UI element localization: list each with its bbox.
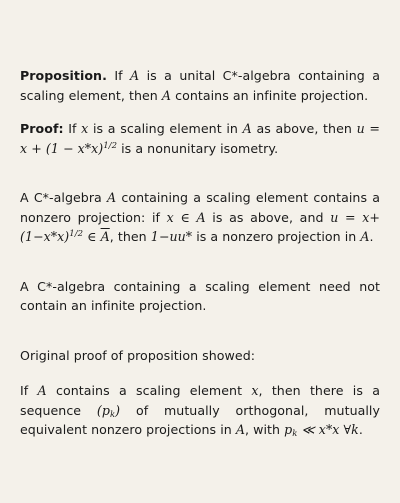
proposition-math-a-2: A xyxy=(161,87,172,103)
para6-rel-rest: ≪ x*x ∀k xyxy=(301,422,359,437)
para3-formula-body: u = x+(1−x*x) xyxy=(20,209,380,244)
nonzero-projection-paragraph xyxy=(20,188,380,247)
para6-math-a: A xyxy=(37,383,47,398)
proof-paragraph xyxy=(20,119,380,158)
para6-seq-close: ) xyxy=(115,402,121,418)
para3-text-1: A C*-algebra xyxy=(20,190,102,205)
para6-text-5: , with xyxy=(245,422,281,437)
proposition-text-1: If xyxy=(114,68,123,83)
para6-sequence xyxy=(97,403,120,418)
para6-math-x: x xyxy=(251,383,259,398)
proof-formula-lhs: u = x + (1 − x*x) xyxy=(20,121,381,156)
para6-math-a-2: A xyxy=(235,422,246,437)
original-proof-paragraph xyxy=(20,346,380,366)
para6-rel-p: p xyxy=(284,422,293,437)
para3-text-5: is a nonzero projection in xyxy=(196,229,357,244)
para3-formula-exponent: 1/2 xyxy=(69,229,84,239)
proof-formula-exponent: 1/2 xyxy=(103,140,118,151)
para3-math-x-in-a: x ∈ A xyxy=(166,209,206,225)
para6-text-4: of mutually orthogonal, mutually equivalent nonzero projections in xyxy=(20,402,380,437)
para6-text-1: If xyxy=(20,383,29,398)
para6-text-2: contains a scaling element xyxy=(55,383,243,398)
para3-text-3: is as above, and xyxy=(212,209,324,225)
para6-seq-open: (p xyxy=(96,402,110,418)
proposition-paragraph xyxy=(20,66,380,105)
proof-math-x: x xyxy=(81,121,89,136)
para3-text-4: , then xyxy=(109,229,147,244)
para5-text: Original proof of proposition showed: xyxy=(20,347,256,363)
para6-text-3: , then there is a sequence xyxy=(20,383,380,418)
proof-text-2: is a scaling element in xyxy=(92,121,238,136)
para6-seq-subscript: k xyxy=(109,409,116,420)
para3-projection-formula: 1−uu* xyxy=(150,229,193,244)
proof-text-1: If xyxy=(68,121,77,136)
para6-end: . xyxy=(358,422,363,437)
para6-relation xyxy=(284,422,359,437)
no-infinite-projection-paragraph xyxy=(20,277,380,316)
para3-math-a: A xyxy=(107,190,117,205)
para4-text: A C*-algebra containing a scaling element need not contain an infinite projection. xyxy=(20,278,380,313)
para3-math-a-closure: $\overline{A}$ xyxy=(100,229,110,244)
proposition-text-3: contains an infinite projection. xyxy=(175,87,369,103)
sequence-paragraph xyxy=(20,381,380,440)
proposition-text-2: is a unital C*-algebra containing a scaling element, then xyxy=(20,68,380,103)
proof-math-a: A xyxy=(242,121,252,136)
para3-text-2: containing a scaling element contains a nonzero projection: if xyxy=(20,190,381,225)
para3-math-a-2: A xyxy=(360,229,370,244)
proposition-label: Proposition. xyxy=(20,68,107,83)
proof-label: Proof: xyxy=(20,121,64,136)
proof-text-3: as above, then xyxy=(256,121,352,136)
proof-text-4: is a nonunitary isometry. xyxy=(121,140,279,156)
para3-element-of: ∈ xyxy=(87,229,97,244)
para6-rel-subscript: k xyxy=(292,429,298,439)
para3-end: . xyxy=(369,229,374,244)
proposition-math-a: A xyxy=(130,68,140,83)
